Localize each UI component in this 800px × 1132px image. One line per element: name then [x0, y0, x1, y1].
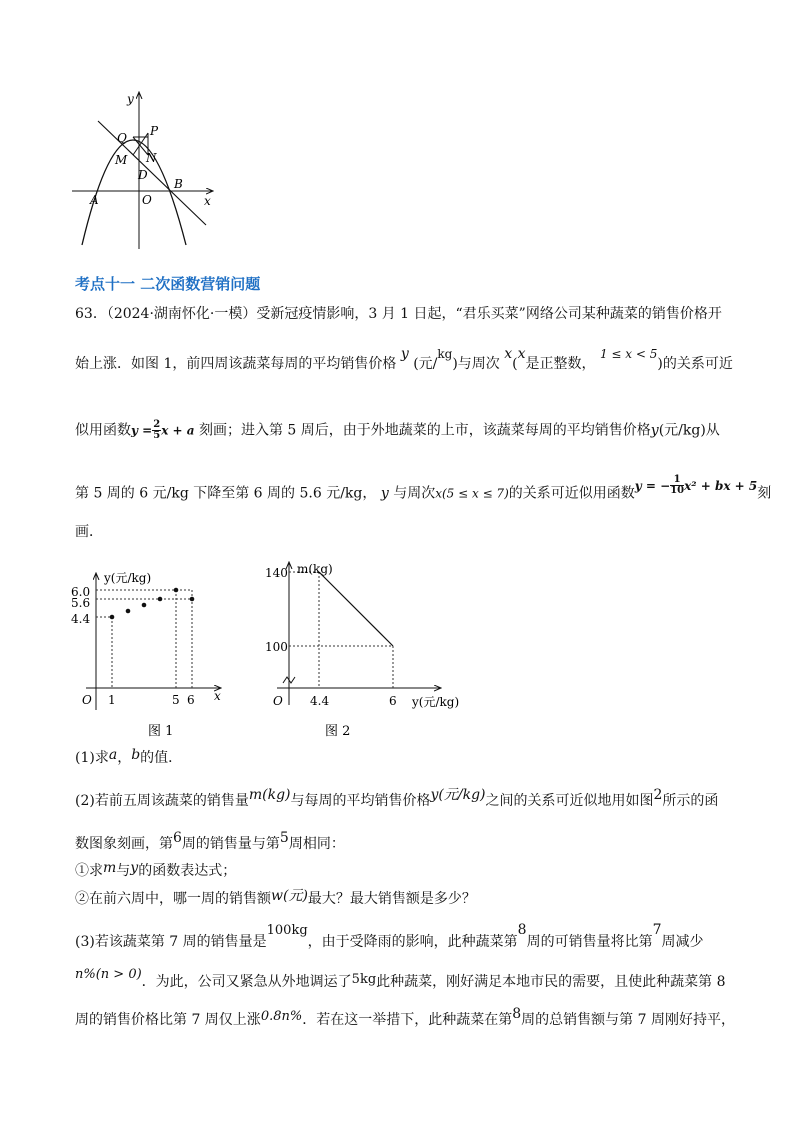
fig2-ytick-1: 100: [265, 640, 288, 654]
q21-b: 与: [116, 863, 131, 879]
line4-text-b: 与周次: [393, 485, 436, 502]
frac-den: 5: [153, 430, 161, 441]
fig1-ytick-2: 4.4: [71, 612, 91, 626]
label-n: N: [146, 151, 157, 165]
line4-func-right: x² + bx + 5: [684, 478, 758, 493]
line4-y: y: [380, 485, 389, 502]
fig2-ytick-0: 140: [265, 566, 288, 580]
fig1-ytick-1: 5.6: [71, 596, 91, 610]
q21-y: y: [130, 860, 139, 876]
line3-func-right: x + a: [161, 423, 195, 438]
q3-l3-b: ．若在这一举措下，此种蔬菜在第: [302, 1012, 513, 1028]
line3-fraction: [152, 420, 161, 441]
q2-l2-c: 周相同：: [288, 836, 345, 852]
q3-5kg: 5kg: [351, 972, 377, 987]
fig1-xtick-0: 1: [108, 693, 116, 707]
label-d: D: [138, 168, 148, 182]
section-title: 考点十一 二次函数营销问题: [75, 275, 261, 293]
q3-b: ，由于受降雨的影响，此种蔬菜第: [307, 934, 518, 950]
q21-m: m: [103, 860, 117, 876]
line2-x2: x: [517, 346, 526, 362]
line3-text-a: 似用函数: [75, 422, 131, 439]
q3-l2-a: ．为此，公司又紧急从外地调运了: [141, 974, 352, 990]
line2-text-e: )的关系可近: [657, 356, 733, 372]
line2-x: x: [504, 346, 513, 362]
fig1-caption: 图 1: [148, 724, 174, 739]
line2-unit: (元/: [413, 356, 438, 372]
q3-l2-b: 此种蔬菜，刚好满足本地市民的需要，且使此种蔬菜第 8: [376, 974, 726, 990]
frac-den-2: 10: [670, 485, 685, 496]
fig2-xlabel: y(元/kg): [412, 695, 460, 709]
line4-func-left: y = −: [634, 478, 671, 493]
fig1-xtick-2: 6: [187, 693, 195, 707]
figure-1-chart: [70, 560, 240, 750]
line4-fraction: [670, 475, 684, 496]
question-2-line-2: [75, 830, 345, 854]
line3-y: y: [650, 422, 659, 439]
question-3: [75, 922, 704, 953]
label-o: O: [142, 193, 152, 207]
line3-text-b: 刻画；进入第 5 周后，由于外地蔬菜的上市，该蔬菜每周的平均销售价格: [198, 422, 651, 439]
line4-text-c: 的关系可近似用函数: [508, 485, 635, 502]
q2-text-d: 所示的函: [662, 793, 719, 809]
problem-line-3: [75, 420, 720, 441]
question-3-line-2: [75, 967, 726, 993]
line2-text-b: )与周次: [452, 356, 500, 372]
fig2-xtick-1: 6: [389, 694, 397, 708]
fig1-point-3: [158, 597, 163, 602]
parabola-figure: [60, 85, 230, 255]
problem-line-5: 画．: [75, 524, 103, 540]
q22-a: ②在前六周中，哪一周的销售额: [75, 891, 271, 907]
fig2-ylabel: m(kg): [297, 562, 333, 576]
label-q: Q: [117, 131, 127, 145]
problem-line-2: [75, 346, 733, 374]
fig1-point-1: [126, 609, 131, 614]
q2-fig: 2: [653, 787, 663, 803]
line2-y: y: [400, 346, 409, 362]
frac-num: 2: [153, 419, 161, 430]
q2-text-c: 之间的关系可近似地用如图: [485, 793, 654, 809]
fig1-xtick-1: 5: [172, 693, 180, 707]
line3-func-left: y =: [131, 423, 153, 438]
fig2-caption: 图 2: [325, 724, 351, 739]
fig2-xtick-0: 4.4: [310, 694, 330, 708]
q3-c: 周的可销售量将比第: [526, 934, 653, 950]
q22-b: 最大？最大销售额是多少？: [307, 891, 476, 907]
fig1-ylabel: y(元/kg): [104, 571, 152, 585]
q3-l3-c: 周的总销售额与第 7 周刚好持平，: [521, 1012, 735, 1028]
question-1: [75, 748, 182, 768]
fig1-origin: O: [82, 693, 92, 707]
q1-text-a: (1)求: [75, 750, 109, 766]
q3-08n: 0.8n%: [260, 1009, 303, 1024]
fig1-point-4: [174, 588, 179, 593]
label-b: B: [174, 177, 183, 191]
problem-number: 63．: [75, 306, 107, 322]
problem-line-4: [75, 474, 772, 504]
q2-text-b: 与每周的平均销售价格: [290, 793, 431, 809]
q1-var-b: b: [131, 747, 141, 763]
q1-var-a: a: [108, 747, 118, 763]
line4-x: x: [435, 486, 442, 501]
fig1-xlabel: x: [214, 689, 221, 703]
q3-7: 7: [652, 922, 662, 938]
q2-text-a: (2)若前五周该蔬菜的销售量: [75, 793, 249, 809]
figure-2-chart: [265, 555, 485, 750]
q3-100kg: 100kg: [266, 923, 308, 938]
label-m: M: [115, 153, 128, 167]
q2-y: y(元/kg): [430, 787, 486, 803]
problem-source: （2024·湖南怀化·一模）: [106, 306, 257, 322]
question-2-2: [75, 889, 476, 909]
q3-a: (3)若该蔬菜第 7 周的销售量是: [75, 934, 267, 950]
line4-range: (5 ≤ x ≤ 7): [441, 486, 509, 501]
q2-six: 6: [173, 830, 182, 846]
line4-text-d: 刻: [757, 485, 772, 502]
question-3-line-3: [75, 1006, 735, 1031]
q1-text-b: 的值．: [140, 750, 183, 766]
fig1-point-0: [110, 615, 115, 620]
question-2-1: [75, 861, 236, 881]
line2-text-d: 是正整数，: [525, 356, 596, 372]
q3-n: n%(n > 0): [75, 967, 142, 982]
fig1-point-2: [142, 603, 147, 608]
q2-five: 5: [279, 830, 289, 846]
q1-sep: ，: [117, 750, 132, 766]
label-p: P: [150, 124, 159, 138]
fig2-series-line: [319, 572, 393, 646]
q2-l2-b: 周的销售量与第: [181, 836, 280, 852]
q3-l3-8: 8: [512, 1006, 522, 1022]
q21-c: 的函数表达式；: [138, 863, 237, 879]
line2-kg: kg: [437, 347, 453, 361]
question-2: [75, 787, 719, 811]
line2-range: 1 ≤ x < 5: [599, 347, 658, 361]
fig1-ytick-0: 6.0: [71, 585, 91, 599]
line3-text-c: (元/kg)从: [658, 422, 720, 439]
label-y: y: [127, 92, 134, 106]
q3-d: 周减少: [661, 934, 704, 950]
line1-text: 受新冠疫情影响，3 月 1 日起，“君乐买菜”网络公司某种蔬菜的销售价格开: [256, 306, 722, 322]
label-x: x: [204, 194, 211, 208]
q21-a: ①求: [75, 863, 103, 879]
label-a: A: [90, 193, 99, 207]
fig1-point-5: [190, 597, 195, 602]
q2-m: m(kg): [248, 787, 291, 803]
fig2-origin: O: [273, 694, 283, 708]
line2-paren: (: [512, 356, 518, 372]
q3-8: 8: [517, 922, 527, 938]
q22-w: w(元): [271, 888, 308, 904]
line2-text-a: 始上涨．如图 1，前四周该蔬菜每周的平均销售价格: [75, 356, 397, 372]
q2-l2-a: 数图象刻画，第: [75, 836, 173, 852]
q3-l3-a: 周的销售价格比第 7 周仅上涨: [75, 1012, 261, 1028]
problem-line-1: [75, 304, 722, 324]
line4-text-a: 第 5 周的 6 元/kg 下降至第 6 周的 5.6 元/kg，: [75, 485, 377, 502]
frac-num-2: 1: [670, 475, 684, 486]
